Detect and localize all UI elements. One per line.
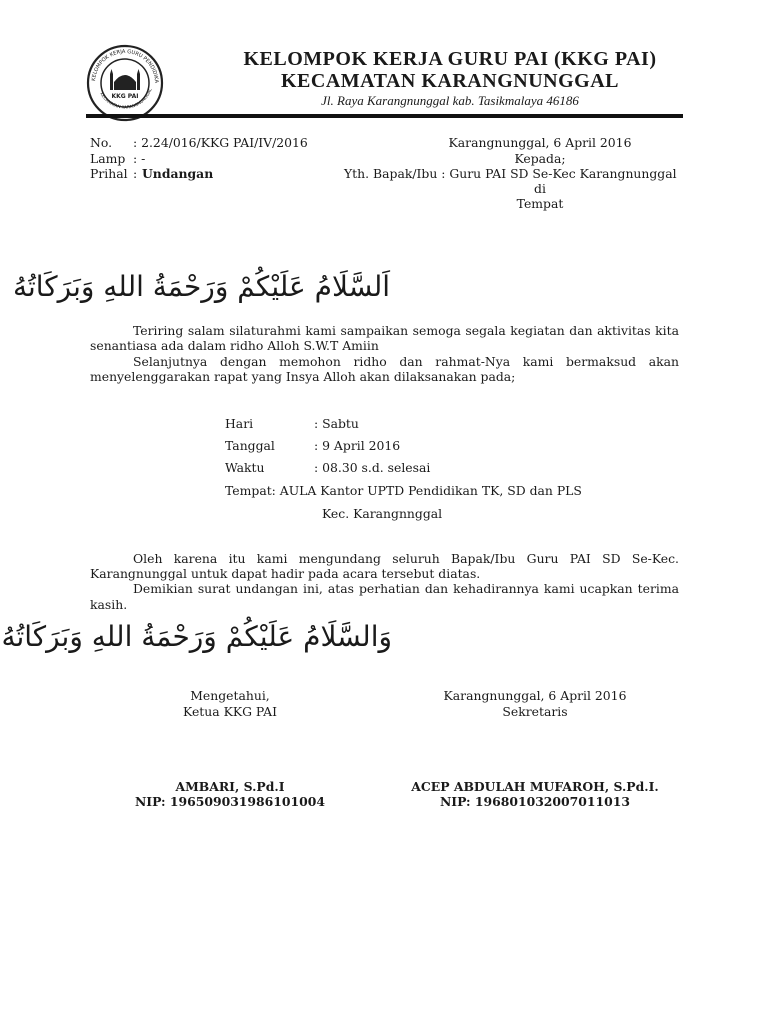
lamp-label: Lamp (90, 151, 126, 166)
tempat-line-2: Kec. Karangnnggal (322, 506, 443, 521)
paragraph-4-line-2: kasih. (90, 597, 128, 612)
recipient: Yth. Bapak/Ibu : Guru PAI SD Se-Kec Karangnunggal (344, 166, 677, 181)
paragraph-4-line-1: Demikian surat undangan ini, atas perhatian dan kehadirannya kami ucapkan terima (133, 581, 679, 596)
left-sign-title-2: Ketua KKG PAI (183, 704, 277, 719)
svg-text:KKG PAI: KKG PAI (111, 93, 139, 100)
right-signer-nip: NIP: 196801032007011013 (439, 794, 631, 809)
salam-closing: وَالسَّلَامُ عَلَيْكُمْ وَرَحْمَةُ اللهِ وَبَرَكَاتُهُ (1, 620, 392, 653)
waktu-value: : 08.30 s.d. selesai (314, 460, 431, 475)
right-sign-title-2: Sekretaris (502, 704, 568, 719)
no-value: : 2.24/016/KKG PAI/IV/2016 (133, 135, 308, 150)
lamp-value: : - (133, 151, 146, 166)
paragraph-1-line-1: Teriring salam silaturahmi kami sampaikan semoga segala kegiatan dan aktivitas kita (133, 323, 679, 338)
svg-text:KECAMATAN KARANGNUNGGAL: KECAMATAN KARANGNUNGGAL (99, 87, 153, 110)
tanggal-label: Tanggal (225, 438, 275, 453)
tempat-line: Tempat: AULA Kantor UPTD Pendidikan TK, SD dan PLS (225, 483, 582, 498)
tanggal-value: : 9 April 2016 (314, 438, 401, 453)
org-name: KELOMPOK KERJA GURU PAI (KKG PAI) (243, 48, 657, 70)
right-signer-name: ACEP ABDULAH MUFAROH, S.Pd.I. (411, 779, 659, 794)
kepada: Kepada; (514, 151, 566, 166)
left-sign-title-1: Mengetahui, (190, 688, 270, 703)
paragraph-3-line-2: Karangnunggal untuk dapat hadir pada acara tersebut diatas. (90, 566, 481, 581)
paragraph-1-line-2: senantiasa ada dalam ridho Alloh S.W.T Amiin (90, 338, 379, 353)
paragraph-2-line-1: Selanjutnya dengan memohon ridho dan rahmat-Nya kami bermaksud akan (133, 354, 679, 369)
hari-label: Hari (225, 416, 254, 431)
paragraph-2-line-2: menyelenggarakan rapat yang Insya Alloh akan dilaksanakan pada; (90, 369, 516, 384)
tempat: Tempat (516, 196, 564, 211)
salam-opening: اَلسَّلَامُ عَلَيْكُمْ وَرَحْمَةُ اللهِ وَبَرَكَاتُهُ (12, 270, 390, 303)
left-signer-name: AMBARI, S.Pd.I (175, 779, 285, 794)
paragraph-3-line-1: Oleh karena itu kami mengundang seluruh Bapak/Ibu Guru PAI SD Se-Kec. (133, 551, 679, 566)
no-label: No. (90, 135, 113, 150)
address: Jl. Raya Karangnunggal kab. Tasikmalaya 46186 (321, 93, 579, 108)
prihal-label: Prihal (90, 166, 128, 181)
right-sign-title-1: Karangnunggal, 6 April 2016 (443, 688, 627, 703)
district-name: KECAMATAN KARANGNUNGGAL (281, 70, 619, 92)
org-logo-icon (86, 44, 164, 122)
header-divider (86, 114, 683, 118)
hari-value: : Sabtu (314, 416, 359, 431)
place-date: Karangnunggal, 6 April 2016 (448, 135, 632, 150)
left-signer-nip: NIP: 196509031986101004 (134, 794, 326, 809)
svg-text:KELOMPOK KERJA GURU PENDIDIKAN: KELOMPOK KERJA GURU PENDIDIKA (91, 48, 160, 84)
prihal-colon: : (133, 166, 138, 181)
org-logo (86, 44, 164, 122)
prihal-value: Undangan (142, 166, 214, 181)
waktu-label: Waktu (225, 460, 265, 475)
di: di (534, 181, 546, 196)
